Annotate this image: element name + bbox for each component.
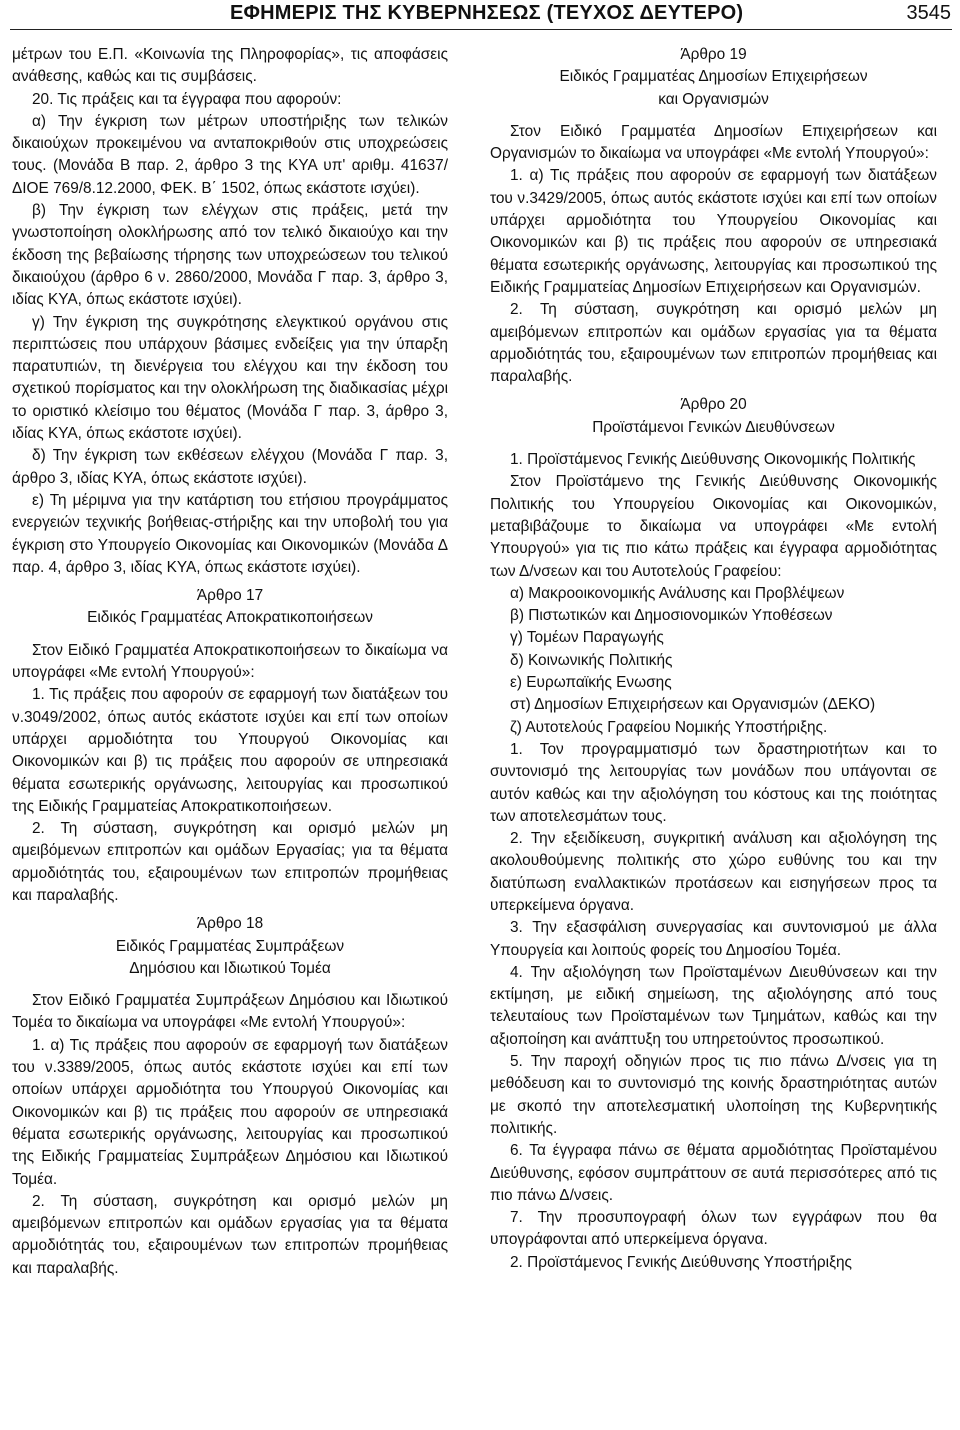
list-item: β) Πιστωτικών και Δημοσιονομικών Υποθέσεων <box>510 607 833 625</box>
paragraph: 6. Τα έγγραφα πάνω σε θέματα αρμοδιότητας Προϊσταμένου Διεύθυνσης, εφόσον συμπράττουν σε αυτά περισσότερες από τις πιο πάνω Δ/νσεις. <box>490 1142 937 1204</box>
paragraph: Στον Προϊστάμενο της Γενικής Διεύθυνσης Οικονομικής Πολιτικής του Υπουργείου Οικονομίας και Οικονομικών, μεταβιβάζουμε το δικαίωμα να υπογράφει «Με εντολή Υπουργού» για τις πιο κάτω πράξεις και έγγραφα αρμοδιότητας των Δ/νσεων και του Αυτοτελούς Γραφείου: <box>490 473 937 580</box>
page-number: 3545 <box>906 2 951 24</box>
paragraph: 2. Τη σύσταση, συγκρότηση και ορισμό μελών μη αμειβόμενων επιτροπών και ομάδων Εργασίας; για τα θέματα αρμοδιότητάς του, εξαιρουμένων των επιτροπών προμήθειας και παραλαβής. <box>12 820 448 904</box>
article-18-subtitle: Ειδικός Γραμματέας Συμπράξεων <box>115 937 345 955</box>
paragraph: 5. Την παροχή οδηγιών προς τις πιο πάνω Δ/νσεις για τη μεθόδευση και το συντονισμό της κοινής δραστηριότητας αυτών με σκοπό την αποτελεσματική υλοποίηση της Κυβερνητικής πολιτικής. <box>490 1053 937 1137</box>
paragraph: ε) Τη μέριμνα για την κατάρτιση του ετήσιου προγράμματος ενεργειών τεχνικής βοήθειας-στήριξης και την υποβολή του για έγκριση στο Υπουργείο Οικονομίας και Οικονομικών (Μονάδα Δ παρ. 4, άρθρο 3, ιδίας ΚΥΑ, όπως εκάστοτε ισχύει). <box>12 491 448 576</box>
paragraph: α) Την έγκριση των μέτρων υποστήριξης των τελικών δικαιούχων προκειμένου να ανταποκριθούν στις υποχρεώσεις τους. (Μονάδα Β παρ. 2, άρθρο 3 της ΚΥΑ υπ' αριθμ. 41637/ΔΙΟΕ 769/8.12.2000, ΦΕΚ. Β΄ 1502, όπως εκάστοτε ισχύει). <box>12 112 448 197</box>
paragraph: Στον Ειδικό Γραμματέα Συμπράξεων Δημόσιου και Ιδιωτικού Τομέα το δικαίωμα να υπογράφει «Με εντολή Υπουργού»: <box>12 992 448 1032</box>
paragraph: μέτρων του Ε.Π. «Κοινωνία της Πληροφορίας», τις αποφάσεις ανάθεσης, καθώς και τις συμβάσεις. <box>12 46 448 86</box>
list-item: γ) Τομέων Παραγωγής <box>510 629 664 647</box>
paragraph: β) Την έγκριση των ελέγχων στις πράξεις, μετά την γνωστοποίηση ολοκλήρωσης από τον τελικό δικαιούχο και την έκδοση της βεβαίωσης τήρησης των υποχρεώσεων του τελικού δικαιούχου (άρθρο 6 ν. 2860/2000, Μονάδα Γ παρ. 3, άρθρο 3, ιδίας ΚΥΑ, όπως εκάστοτε ισχύει). <box>12 202 448 309</box>
paragraph: δ) Την έγκριση των εκθέσεων ελέγχου (Μονάδα Γ παρ. 3, άρθρο 3, ιδίας ΚΥΑ, όπως εκάστοτε ισχύει). <box>12 447 448 487</box>
paragraph: 1. Τον προγραμματισμό των δραστηριοτήτων και το συντονισμό της λειτουργίας των μονάδων που υπάγονται σε αυτόν καθώς και την αξιολόγηση του κόστους και της ποιότητας των αποτελεσμάτων τους. <box>490 740 937 825</box>
header-divider <box>10 29 952 30</box>
gazette-title: ΕΦΗΜΕΡΙΣ ΤΗΣ ΚΥΒΕΡΝΗΣΕΩΣ (ΤΕΥΧΟΣ ΔΕΥΤΕΡΟ) <box>230 2 744 24</box>
article-20-title: Άρθρο 20 <box>680 396 747 414</box>
paragraph: 7. Την προσυπογραφή όλων των εγγράφων που θα υπογράφονται από υπερκείμενα όργανα. <box>490 1209 937 1249</box>
paragraph: γ) Την έγκριση της συγκρότησης ελεγκτικού οργάνου στις περιπτώσεις που υπάρχουν βάσιμες ενδείξεις για την ύπαρξη παρατυπιών, τη διενέργεια του ελέγχου και την έκδοση του σχετικού πορίσματος και την ολοκλήρωση της διαδικασίας μέχρι το οριστικό κλείσιμο του θέματος (Μονάδα Γ παρ. 3, άρθρο 3, ιδίας ΚΥΑ, όπως εκάστοτε ισχύει). <box>12 313 448 443</box>
paragraph: 1. Προϊστάμενος Γενικής Διεύθυνσης Οικονομικής Πολιτικής <box>510 451 916 469</box>
paragraph: 2. Τη σύσταση, συγκρότηση και ορισμό μελών μη αμειβόμενων επιτροπών και ομάδων εργασίας για τα θέματα αρμοδιότητάς του, εξαιρουμένων των επιτροπών προμήθειας και παραλαβής. <box>12 1192 448 1277</box>
paragraph: 1. α) Τις πράξεις που αφορούν σε εφαρμογή των διατάξεων του ν.3429/2005, όπως αυτός εκάστοτε ισχύει και επί των οποίων υπάρχει αρμοδιότητα του Υπουργείου Οικονομίας και Οικονομικών και β) τις πράξεις που αφορούν σε υπηρεσιακά θέματα εσωτερικής οργάνωσης, λειτουργίας και προσωπικού της Ειδικής Γραμματείας Δημοσίων Επιχειρήσεων και Οργανισμών. <box>490 167 937 296</box>
list-item: α) Μακροοικονομικής Ανάλυσης και Προβλέψεων <box>510 584 845 602</box>
list-item: στ) Δημοσίων Επιχειρήσεων και Οργανισμών (ΔΕΚΟ) <box>510 696 876 714</box>
right-column <box>490 44 937 1274</box>
article-20-subtitle: Προϊστάμενοι Γενικών Διευθύνσεων <box>592 418 835 436</box>
paragraph: Στον Ειδικό Γραμματέα Αποκρατικοποιήσεων το δικαίωμα να υπογράφει «Με εντολή Υπουργού»: <box>12 641 448 682</box>
article-17-title: Άρθρο 17 <box>196 587 264 605</box>
page-header <box>0 0 960 30</box>
article-18-title: Άρθρο 18 <box>196 915 264 933</box>
paragraph: 3. Την εξασφάλιση συνεργασίας και συντονισμού με άλλα Υπουργεία και λοιπούς φορείς του Δημοσίου Τομέα. <box>490 919 937 959</box>
article-17-subtitle: Ειδικός Γραμματέας Αποκρατικοποιήσεων <box>87 609 373 627</box>
article-19-title: Άρθρο 19 <box>680 46 747 63</box>
article-18-subtitle: Δημόσιου και Ιδιωτικού Τομέα <box>129 959 331 977</box>
paragraph: Στον Ειδικό Γραμματέα Δημοσίων Επιχειρήσεων και Οργανισμών το δικαίωμα να υπογράφει «Με εντολή Υπουργού»: <box>490 122 937 163</box>
paragraph: 2. Τη σύσταση, συγκρότηση και ορισμό μελών μη αμειβόμενων επιτροπών και ομάδων εργασίας για τα θέματα αρμοδιότητάς του, εξαιρουμένων των επιτροπών προμήθειας και παραλαβής. <box>490 301 937 386</box>
left-column <box>12 44 448 1280</box>
list-item: ζ) Αυτοτελούς Γραφείου Νομικής Υποστήριξης. <box>510 718 828 736</box>
paragraph: 1. α) Τις πράξεις που αφορούν σε εφαρμογή των διατάξεων του ν.3389/2005, όπως αυτός εκάστοτε ισχύει και επί των οποίων υπάρχει αρμοδιότητα του Υπουργού Οικονομίας και Οικονομικών και β) τις πράξεις που αφορούν σε υπηρεσιακά θέματα εσωτερικής οργάνωσης, λειτουργίας και προσωπικού της Ειδικής Γραμματείας Συμπράξεων Δημόσιου και Ιδιωτικού Τομέα. <box>12 1036 448 1188</box>
paragraph: 2. Την εξειδίκευση, συγκριτική ανάλυση και αξιολόγηση της ακολουθούμενης πολιτικής στο χώρο ευθύνης του και την διατύπωση εναλλακτικών προτάσεων και εισηγήσεων προς τα υπερκείμενα όργανα. <box>490 830 937 914</box>
paragraph: 1. Τις πράξεις που αφορούν σε εφαρμογή των διατάξεων του ν.3049/2002, όπως αυτός εκάστοτε ισχύει και επί των οποίων υπάρχει αρμοδιότητα του Υπουργού Οικονομίας και Οικονομικών και β) τις πράξεις που αφορούν σε υπηρεσιακά θέματα εσωτερικής οργάνωσης, λειτουργίας και προσωπικού της Ειδικής Γραμματείας Αποκρατικοποιήσεων. <box>12 686 448 815</box>
list-item: δ) Κοινωνικής Πολιτικής <box>510 651 673 669</box>
paragraph: 20. Τις πράξεις και τα έγγραφα που αφορούν: <box>32 90 342 108</box>
article-19-subtitle: και Οργανισμών <box>658 90 769 108</box>
paragraph: 4. Την αξιολόγηση των Προϊσταμένων Διευθύνσεων και την εκτίμηση, με ειδική σημείωση, της αξιολόγησης από τους τελευταίους των Προϊσταμένων των Τμημάτων, καθώς και την αξιοποίηση και ανάπτυξη του υπηρετούντος προσωπικού. <box>490 963 937 1048</box>
paragraph: 2. Προϊστάμενος Γενικής Διεύθυνσης Υποστήριξης <box>510 1253 852 1271</box>
list-item: ε) Ευρωπαϊκής Ενωσης <box>510 674 672 692</box>
article-19-subtitle: Ειδικός Γραμματέας Δημοσίων Επιχειρήσεων <box>559 68 868 86</box>
